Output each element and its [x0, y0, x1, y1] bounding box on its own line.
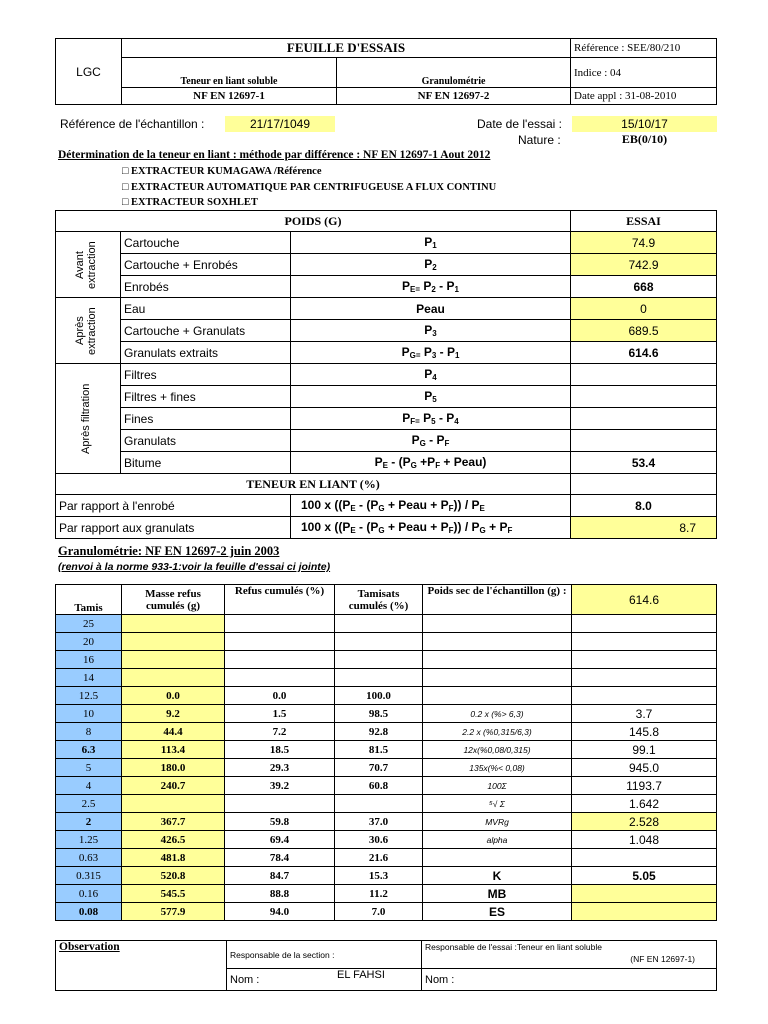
param-label: 2.2 x (%0,315/6,3)	[423, 723, 572, 741]
granulo-row	[56, 687, 717, 705]
tamisat-cell: 60.8	[335, 777, 423, 795]
tamisat-cell: 21.6	[335, 849, 423, 867]
row-label: Cartouche	[121, 232, 291, 254]
group-apres: Après extraction	[56, 298, 121, 364]
row-value: 0	[571, 298, 717, 320]
param-label: 0.2 x (%> 6,3)	[423, 705, 572, 723]
param-label	[423, 687, 572, 705]
tamis-cell: 0.63	[56, 849, 122, 867]
header-table	[55, 38, 717, 105]
row-label: Cartouche + Enrobés	[121, 254, 291, 276]
row-value	[571, 364, 717, 386]
granulo-row	[56, 813, 717, 831]
granulo-row	[56, 615, 717, 633]
masse-cell	[122, 669, 225, 687]
tamisat-cell: 100.0	[335, 687, 423, 705]
method-title: Détermination de la teneur en liant : méthode par différence : NF EN 12697-1 Aout 2012	[58, 149, 491, 161]
param-value: 99.1	[572, 741, 717, 759]
col-essai-header: ESSAI	[571, 211, 717, 232]
refus-cell: 29.3	[225, 759, 335, 777]
granulo-row	[56, 849, 717, 867]
teneur-formula: 100 x (($P_E - (P_G$ + Peau + $P_F)) / P_E$	[291, 495, 571, 517]
row-formula: $P_{E=}$ $P_2 - P_1$	[291, 276, 571, 298]
tamis-cell: 0.16	[56, 885, 122, 903]
refus-cell	[225, 795, 335, 813]
refus-cell: 59.8	[225, 813, 335, 831]
tamis-cell: 16	[56, 651, 122, 669]
param-value	[572, 903, 717, 921]
refus-cell: 84.7	[225, 867, 335, 885]
teneur-label: Par rapport à l'enrobé	[56, 495, 291, 517]
row-formula: $P_{G=}$ $P_3 - P_1$	[291, 342, 571, 364]
method-option[interactable]: □ EXTRACTEUR AUTOMATIQUE PAR CENTRIFUGEUSE A FLUX CONTINU	[122, 181, 497, 193]
granulo-body	[55, 614, 717, 921]
row-value: 74.9	[571, 232, 717, 254]
tamisat-cell: 15.3	[335, 867, 423, 885]
tamis-cell: 20	[56, 633, 122, 651]
group-avant: Avant extraction	[56, 232, 121, 298]
test-date-label: Date de l'essai :	[477, 117, 563, 131]
param-value: 2.528	[572, 813, 717, 831]
row-formula: $P_1$	[291, 232, 571, 254]
refus-cell	[225, 633, 335, 651]
tamis-cell: 12.5	[56, 687, 122, 705]
refus-cell: 94.0	[225, 903, 335, 921]
tamisat-cell	[335, 615, 423, 633]
refus-cell: 69.4	[225, 831, 335, 849]
param-value	[572, 651, 717, 669]
row-value	[571, 386, 717, 408]
tamisat-cell	[335, 795, 423, 813]
param-label: MB	[423, 885, 572, 903]
col1-norm: NF EN 12697-1	[122, 88, 337, 105]
test-date-value: 15/10/17	[572, 116, 717, 132]
teneur-formula: 100 x (($P_E - (P_G$ + Peau + $P_F)) / P_G + P_F$	[291, 517, 571, 539]
granulo-row	[56, 741, 717, 759]
tamis-cell: 4	[56, 777, 122, 795]
row-label: Bitume	[121, 452, 291, 474]
method-option[interactable]: □ EXTRACTEUR KUMAGAWA /Référence	[122, 166, 322, 177]
nom-essai: Nom :	[422, 969, 717, 991]
row-value	[571, 408, 717, 430]
masse-cell	[122, 633, 225, 651]
param-value: 1193.7	[572, 777, 717, 795]
refus-cell: 0.0	[225, 687, 335, 705]
masse-cell: 520.8	[122, 867, 225, 885]
param-label	[423, 633, 572, 651]
tamisat-cell: 7.0	[335, 903, 423, 921]
nature-label: Nature :	[518, 133, 561, 147]
refus-cell	[225, 669, 335, 687]
method-options	[122, 164, 496, 211]
granulo-row	[56, 705, 717, 723]
masse-cell	[122, 615, 225, 633]
param-label: K	[423, 867, 572, 885]
tamisat-cell	[335, 651, 423, 669]
tamisat-cell: 81.5	[335, 741, 423, 759]
param-value	[572, 687, 717, 705]
granulo-row	[56, 669, 717, 687]
row-formula: $P_3$	[291, 320, 571, 342]
col-tamis: Tamis	[56, 585, 122, 615]
row-label: Cartouche + Granulats	[121, 320, 291, 342]
param-label	[423, 651, 572, 669]
param-label: 12x(%0,08/0,315)	[423, 741, 572, 759]
teneur-value: 8.0	[571, 495, 717, 517]
col-masse: Masse refus cumulés (g)	[122, 585, 225, 615]
tamisat-cell	[335, 669, 423, 687]
row-value: 742.9	[571, 254, 717, 276]
masse-cell: 481.8	[122, 849, 225, 867]
weights-table	[55, 210, 717, 539]
granulo-row	[56, 777, 717, 795]
refus-cell: 7.2	[225, 723, 335, 741]
refus-cell: 39.2	[225, 777, 335, 795]
tamis-cell: 14	[56, 669, 122, 687]
tamisat-cell: 70.7	[335, 759, 423, 777]
nature-value: EB(0/10)	[621, 132, 668, 146]
col-poids-sec: Poids sec de l'échantillon (g) :	[423, 585, 572, 615]
row-formula: Peau	[291, 298, 571, 320]
sample-ref-label: Référence de l'échantillon :	[60, 117, 205, 131]
col2-title: Granulométrie	[337, 58, 571, 88]
granulo-subtitle: (renvoi à la norme 933-1:voir la feuille d'essai ci jointe)	[58, 561, 331, 573]
row-label: Fines	[121, 408, 291, 430]
tamisat-cell: 11.2	[335, 885, 423, 903]
tamis-cell: 2.5	[56, 795, 122, 813]
row-label: Granulats extraits	[121, 342, 291, 364]
tamis-cell: 0.08	[56, 903, 122, 921]
indice: Indice : 04	[571, 58, 717, 88]
teneur-value: 8.7	[571, 517, 717, 539]
date-appl: Date appl : 31-08-2010	[571, 88, 717, 105]
row-formula: $P_E - (P_G +P_F$ + Peau)	[291, 452, 571, 474]
param-label: ES	[423, 903, 572, 921]
tamis-cell: 2	[56, 813, 122, 831]
row-formula: $P_2$	[291, 254, 571, 276]
tamisat-cell	[335, 633, 423, 651]
tamisat-cell: 30.6	[335, 831, 423, 849]
tamis-cell: 0.315	[56, 867, 122, 885]
tamis-cell: 10	[56, 705, 122, 723]
param-value: 1.642	[572, 795, 717, 813]
row-value: 668	[571, 276, 717, 298]
refus-cell: 1.5	[225, 705, 335, 723]
refus-cell	[225, 615, 335, 633]
tamis-cell: 8	[56, 723, 122, 741]
masse-cell: 113.4	[122, 741, 225, 759]
row-label: Eau	[121, 298, 291, 320]
row-value: 689.5	[571, 320, 717, 342]
granulo-row	[56, 723, 717, 741]
tamis-cell: 1.25	[56, 831, 122, 849]
footer-table	[55, 940, 717, 991]
row-value: 53.4	[571, 452, 717, 474]
col-tamisat: Tamisats cumulés (%)	[335, 585, 423, 615]
row-formula: $P_G - P_F$	[291, 430, 571, 452]
granulo-row	[56, 795, 717, 813]
granulo-row	[56, 903, 717, 921]
granulo-title: Granulométrie: NF EN 12697-2 juin 2003	[58, 544, 280, 558]
param-value	[572, 633, 717, 651]
org-name: LGC	[56, 39, 122, 105]
param-value: 3.7	[572, 705, 717, 723]
param-value	[572, 615, 717, 633]
teneur-label: Par rapport aux granulats	[56, 517, 291, 539]
teneur-title: TENEUR EN LIANT (%)	[56, 474, 571, 495]
row-formula: $P_4$	[291, 364, 571, 386]
masse-cell: 367.7	[122, 813, 225, 831]
granulo-row	[56, 651, 717, 669]
masse-cell: 545.5	[122, 885, 225, 903]
col1-title: Teneur en liant soluble	[122, 58, 337, 88]
param-value	[572, 669, 717, 687]
tamis-cell: 6.3	[56, 741, 122, 759]
observation-label: Observation	[56, 941, 227, 991]
tamisat-cell: 92.8	[335, 723, 423, 741]
param-label	[423, 849, 572, 867]
masse-cell: 240.7	[122, 777, 225, 795]
col-refus: Refus cumulés (%)	[225, 585, 335, 615]
col2-norm: NF EN 12697-2	[337, 88, 571, 105]
param-value: 5.05	[572, 867, 717, 885]
sheet-title: FEUILLE D'ESSAIS	[122, 39, 571, 58]
tamis-cell: 5	[56, 759, 122, 777]
row-label: Filtres + fines	[121, 386, 291, 408]
param-value	[572, 849, 717, 867]
granulo-row	[56, 831, 717, 849]
masse-cell	[122, 795, 225, 813]
masse-cell: 577.9	[122, 903, 225, 921]
masse-cell: 44.4	[122, 723, 225, 741]
method-option[interactable]: □ EXTRACTEUR SOXHLET	[122, 197, 258, 208]
granulo-table	[55, 584, 717, 615]
masse-cell: 426.5	[122, 831, 225, 849]
row-formula: $P_5$	[291, 386, 571, 408]
masse-cell: 9.2	[122, 705, 225, 723]
masse-cell: 0.0	[122, 687, 225, 705]
tamisat-cell: 98.5	[335, 705, 423, 723]
param-label	[423, 669, 572, 687]
param-value: 945.0	[572, 759, 717, 777]
sample-ref-value: 21/17/1049	[225, 116, 335, 132]
refus-cell: 78.4	[225, 849, 335, 867]
tamis-cell: 25	[56, 615, 122, 633]
tamisat-cell: 37.0	[335, 813, 423, 831]
param-label: alpha	[423, 831, 572, 849]
nom-value: EL FAHSI	[337, 969, 385, 981]
granulo-row	[56, 759, 717, 777]
row-value: 614.6	[571, 342, 717, 364]
param-value: 145.8	[572, 723, 717, 741]
group-filtration: Après filtration	[56, 364, 121, 474]
param-label: 135x(%< 0,08)	[423, 759, 572, 777]
granulo-row	[56, 633, 717, 651]
param-value: 1.048	[572, 831, 717, 849]
masse-cell	[122, 651, 225, 669]
row-formula: $P_{F=}$ $P_5 - P_4$	[291, 408, 571, 430]
reference-code: Référence : SEE/80/210	[571, 39, 717, 58]
param-label: 100Σ	[423, 777, 572, 795]
param-value	[572, 885, 717, 903]
refus-cell	[225, 651, 335, 669]
row-label: Filtres	[121, 364, 291, 386]
masse-cell: 180.0	[122, 759, 225, 777]
param-label: MVRg	[423, 813, 572, 831]
granulo-row	[56, 867, 717, 885]
resp-essai: Responsable de l'essai :Teneur en liant soluble (NF EN 12697-1)	[422, 941, 717, 969]
nom-section: Nom : EL FAHSI	[227, 969, 422, 991]
resp-section: Responsable de la section :	[227, 941, 422, 969]
granulo-row	[56, 885, 717, 903]
refus-cell: 88.8	[225, 885, 335, 903]
param-label	[423, 615, 572, 633]
dry-weight-value: 614.6	[572, 585, 717, 615]
row-label: Granulats	[121, 430, 291, 452]
refus-cell: 18.5	[225, 741, 335, 759]
col-poids-header: POIDS (G)	[56, 211, 571, 232]
row-label: Enrobés	[121, 276, 291, 298]
param-label: ⁵√ Σ	[423, 795, 572, 813]
row-value	[571, 430, 717, 452]
